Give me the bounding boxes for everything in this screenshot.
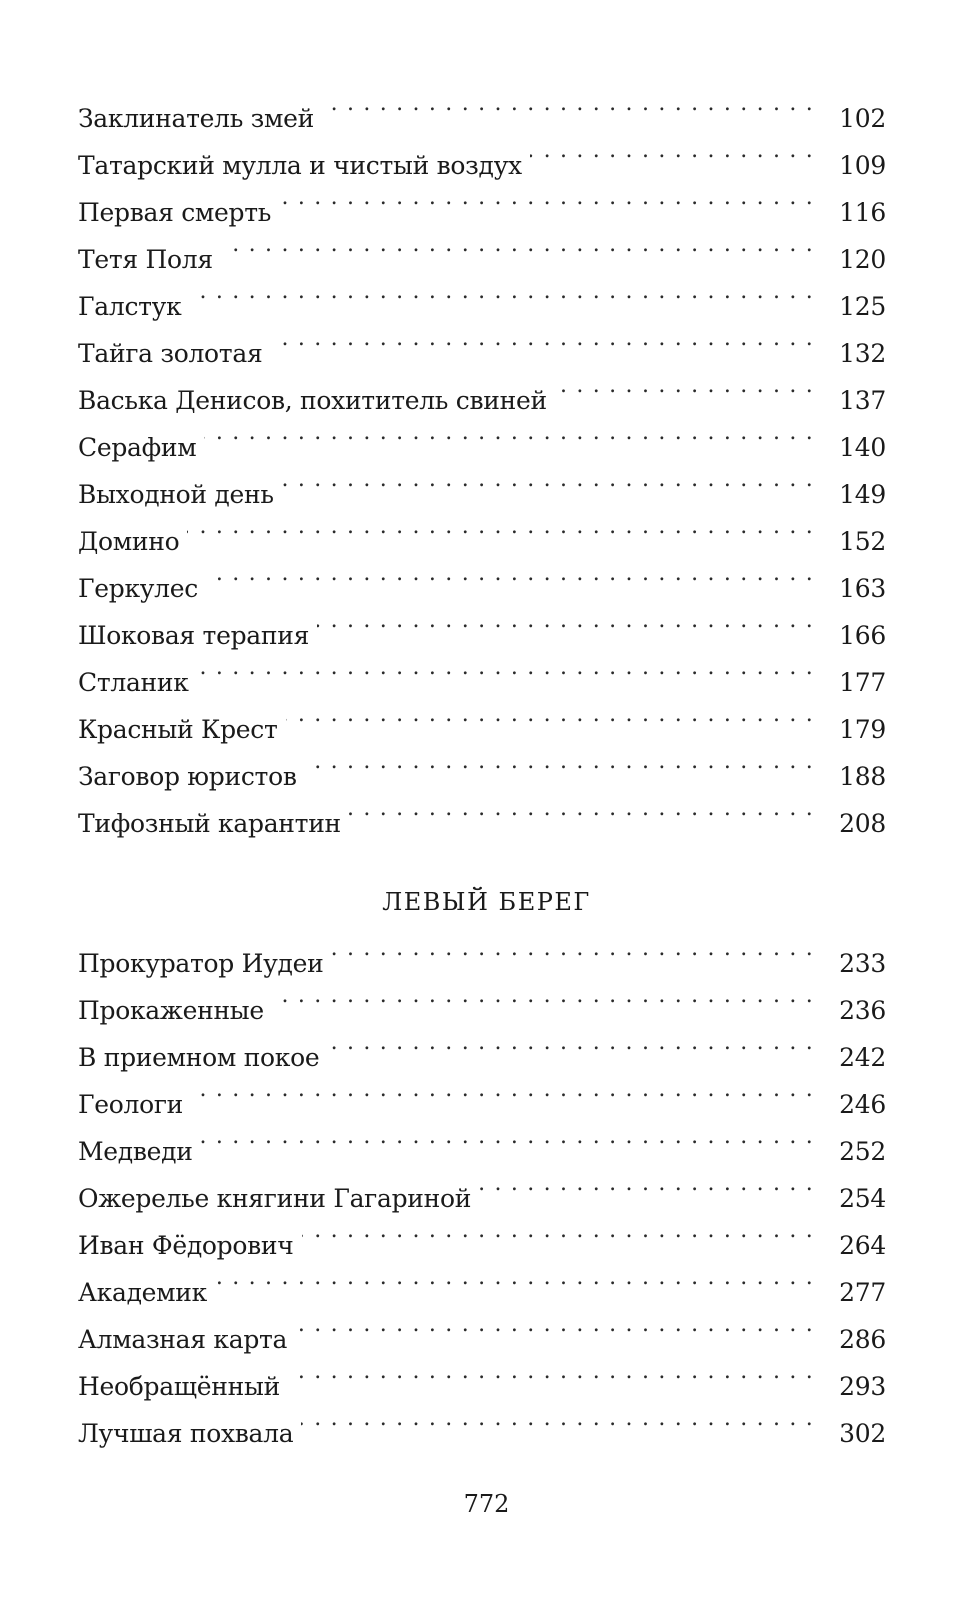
toc-entry-title: Первая смерть — [78, 198, 272, 227]
dot-leader — [288, 1348, 814, 1395]
toc-entry — [78, 925, 886, 978]
toc-entry-title: Тайга золотая — [78, 339, 263, 368]
dot-leader — [206, 550, 814, 597]
toc-entry-page: 132 — [839, 339, 886, 368]
dot-leader — [197, 644, 814, 691]
toc-entry-title: Заклинатель змей — [78, 104, 315, 133]
dot-leader — [479, 1160, 814, 1207]
toc-entry-page: 286 — [839, 1325, 886, 1354]
toc-entry-title: Заговор юристов — [78, 762, 297, 791]
dot-leader — [189, 268, 814, 315]
dot-leader — [301, 1395, 814, 1442]
toc-entry-title: Геркулес — [78, 574, 198, 603]
toc-entry-title: Домино — [78, 527, 180, 556]
toc-entry-page: 166 — [839, 621, 886, 650]
toc-entry-title: Галстук — [78, 292, 182, 321]
dot-leader — [322, 80, 814, 127]
toc-entry-title: Стланик — [78, 668, 189, 697]
toc-entry-page: 252 — [839, 1137, 886, 1166]
toc-entry — [78, 503, 886, 556]
toc-entry-page: 163 — [839, 574, 886, 603]
dot-leader — [305, 738, 814, 785]
dot-leader — [272, 972, 814, 1019]
toc-entry-title: Медведи — [78, 1137, 193, 1166]
dot-leader — [191, 1066, 814, 1113]
toc-entry-page: 302 — [839, 1419, 886, 1448]
dot-leader — [282, 456, 814, 503]
toc-entry-title: Алмазная карта — [78, 1325, 288, 1354]
dot-leader — [555, 362, 814, 409]
toc-entry-page: 242 — [839, 1043, 886, 1072]
toc-list-part1 — [78, 80, 886, 838]
toc-entry — [78, 1113, 886, 1166]
toc-entry-title: Ожерелье княгини Гагариной — [78, 1184, 472, 1213]
toc-entry — [78, 80, 886, 133]
toc-entry-title: В приемном покое — [78, 1043, 320, 1072]
toc-entry — [78, 550, 886, 603]
toc-entry-page: 277 — [839, 1278, 886, 1307]
dot-leader — [302, 1207, 814, 1254]
toc-entry-title: Иван Фёдорович — [78, 1231, 294, 1260]
toc-entry-title: Шоковая терапия — [78, 621, 310, 650]
toc-entry — [78, 691, 886, 744]
dot-leader — [279, 174, 814, 221]
dot-leader — [295, 1301, 814, 1348]
toc-entry-page: 116 — [839, 198, 886, 227]
toc-entry-title: Тетя Поля — [78, 245, 213, 274]
toc-entry — [78, 268, 886, 321]
toc-entry-page: 233 — [839, 949, 886, 978]
dot-leader — [201, 1113, 814, 1160]
dot-leader — [332, 925, 815, 972]
toc-entry-page: 179 — [839, 715, 886, 744]
toc-entry-page: 102 — [839, 104, 886, 133]
dot-leader — [327, 1019, 814, 1066]
toc-entry-title: Серафим — [78, 433, 197, 462]
toc-entry — [78, 315, 886, 368]
toc-entry-page: 208 — [839, 809, 886, 838]
toc-entry-title: Васька Денисов, похититель свиней — [78, 386, 547, 415]
toc-entry-title: Прокуратор Иудеи — [78, 949, 324, 978]
toc-entry-page: 236 — [839, 996, 886, 1025]
dot-leader — [221, 221, 814, 268]
toc-entry-title: Выходной день — [78, 480, 274, 509]
toc-entry-page: 109 — [839, 151, 886, 180]
toc-entry-page: 152 — [839, 527, 886, 556]
toc-entry-page: 293 — [839, 1372, 886, 1401]
toc-entry-page: 120 — [839, 245, 886, 274]
dot-leader — [187, 503, 814, 550]
toc-entry-title: Татарский мулла и чистый воздух — [78, 151, 522, 180]
dot-leader — [270, 315, 814, 362]
toc-entry-page: 140 — [839, 433, 886, 462]
dot-leader — [215, 1254, 814, 1301]
toc-entry-page: 149 — [839, 480, 886, 509]
toc-entry-title: Прокаженные — [78, 996, 264, 1025]
toc-entry-title: Красный Крест — [78, 715, 278, 744]
toc-entry-title: Лучшая похвала — [78, 1419, 294, 1448]
toc-entry-title: Геологи — [78, 1090, 183, 1119]
toc-entry-title: Тифозный карантин — [78, 809, 341, 838]
toc-entry-title: Академик — [78, 1278, 207, 1307]
toc-entry — [78, 644, 886, 697]
toc-entry-page: 246 — [839, 1090, 886, 1119]
toc-entry-page: 254 — [839, 1184, 886, 1213]
dot-leader — [349, 785, 814, 832]
toc-entry-page: 264 — [839, 1231, 886, 1260]
dot-leader — [286, 691, 814, 738]
dot-leader — [204, 409, 814, 456]
toc-entry — [78, 1066, 886, 1119]
toc-entry-page: 125 — [839, 292, 886, 321]
toc-entry-title: Необращённый — [78, 1372, 280, 1401]
toc-list-part2 — [78, 925, 886, 1448]
toc-entry-page: 177 — [839, 668, 886, 697]
page-number: 772 — [463, 1490, 510, 1518]
dot-leader — [530, 127, 814, 174]
section-heading: ЛЕВЫЙ БЕРЕГ — [382, 888, 591, 916]
toc-entry-page: 137 — [839, 386, 886, 415]
dot-leader — [317, 597, 814, 644]
toc-entry-page: 188 — [839, 762, 886, 791]
